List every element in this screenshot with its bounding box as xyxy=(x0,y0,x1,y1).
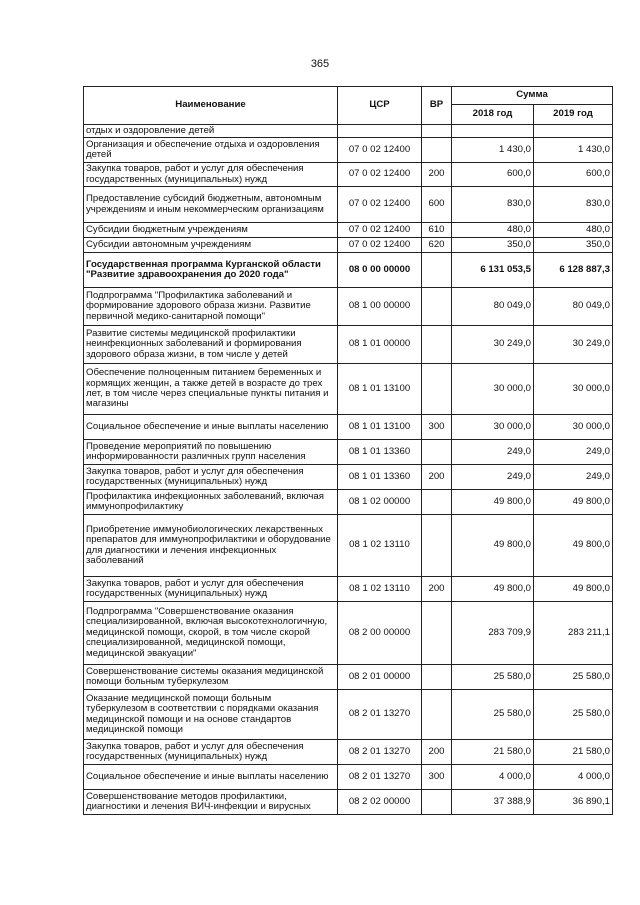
cell-2019: 30 000,0 xyxy=(534,364,613,415)
table-row xyxy=(84,138,613,163)
cell-csr: 08 1 01 13360 xyxy=(338,440,422,465)
cell-2019: 49 800,0 xyxy=(534,577,613,602)
cell-name: Совершенствование системы оказания медицинской помощи больным туберкулезом xyxy=(84,665,338,690)
cell-2018: 49 800,0 xyxy=(452,490,534,515)
cell-name: Подпрограмма "Совершенствование оказания специализированной, включая высокотехнологичную, медицинской помощи, скорой, в том числе скорой специализированной, медицинской помощи, медицинской эвакуации" xyxy=(84,602,338,665)
cell-2019: 49 800,0 xyxy=(534,515,613,577)
cell-2018: 283 709,9 xyxy=(452,602,534,665)
cell-csr: 07 0 02 12400 xyxy=(338,138,422,163)
cell-2019: 21 580,0 xyxy=(534,740,613,765)
cell-csr: 08 2 01 13270 xyxy=(338,690,422,740)
cell-2019: 36 890,1 xyxy=(534,790,613,815)
cell-name: Оказание медицинской помощи больным туберкулезом в соответствии с порядками оказания медицинской помощи и на основе стандартов медицинской помощи xyxy=(84,690,338,740)
header-vr: ВР xyxy=(422,87,452,125)
cell-2019: 25 580,0 xyxy=(534,665,613,690)
cell-2018: 480,0 xyxy=(452,223,534,238)
cell-name: Приобретение иммунобиологических лекарственных препаратов для иммунопрофилактики и оборудование для диагностики и лечения инфекционных заболеваний xyxy=(84,515,338,577)
table-row xyxy=(84,690,613,740)
cell-2019: 30 249,0 xyxy=(534,326,613,364)
table-row xyxy=(84,602,613,665)
table-row xyxy=(84,490,613,515)
cell-2018: 4 000,0 xyxy=(452,765,534,790)
cell-name: Предоставление субсидий бюджетным, автономным учреждениям и иным некоммерческим организациям xyxy=(84,187,338,223)
cell-vr xyxy=(422,326,452,364)
cell-csr: 08 2 01 00000 xyxy=(338,665,422,690)
cell-csr xyxy=(338,125,422,138)
cell-name: Субсидии бюджетным учреждениям xyxy=(84,223,338,238)
cell-2018: 249,0 xyxy=(452,440,534,465)
cell-csr: 08 1 01 13100 xyxy=(338,415,422,440)
cell-vr xyxy=(422,790,452,815)
cell-vr xyxy=(422,515,452,577)
cell-name: Профилактика инфекционных заболеваний, включая иммунопрофилактику xyxy=(84,490,338,515)
page-number: 365 xyxy=(310,58,330,70)
cell-vr: 200 xyxy=(422,465,452,490)
cell-2018: 30 000,0 xyxy=(452,415,534,440)
cell-vr xyxy=(422,490,452,515)
table-row xyxy=(84,665,613,690)
table-row xyxy=(84,765,613,790)
table-row xyxy=(84,415,613,440)
cell-2019: 30 000,0 xyxy=(534,415,613,440)
cell-2018: 350,0 xyxy=(452,238,534,253)
header-csr: ЦСР xyxy=(338,87,422,125)
table-row xyxy=(84,223,613,238)
cell-csr: 07 0 02 12400 xyxy=(338,223,422,238)
table-row xyxy=(84,187,613,223)
cell-2019: 249,0 xyxy=(534,440,613,465)
cell-vr: 200 xyxy=(422,740,452,765)
cell-2019: 480,0 xyxy=(534,223,613,238)
cell-name: Субсидии автономным учреждениям xyxy=(84,238,338,253)
cell-vr xyxy=(422,138,452,163)
table-row xyxy=(84,364,613,415)
cell-csr: 08 1 02 00000 xyxy=(338,490,422,515)
table-row xyxy=(84,288,613,326)
header-2018: 2018 год xyxy=(452,105,534,125)
cell-2018: 37 388,9 xyxy=(452,790,534,815)
cell-2018 xyxy=(452,125,534,138)
cell-csr: 07 0 02 12400 xyxy=(338,238,422,253)
cell-name: Совершенствование методов профилактики, диагностики и лечения ВИЧ-инфекции и вирусных xyxy=(84,790,338,815)
cell-vr: 200 xyxy=(422,577,452,602)
table-row xyxy=(84,577,613,602)
cell-2019 xyxy=(534,125,613,138)
table-row xyxy=(84,238,613,253)
cell-name: Проведение мероприятий по повышению информированности различных групп населения xyxy=(84,440,338,465)
table-row xyxy=(84,326,613,364)
cell-2019: 600,0 xyxy=(534,163,613,187)
table-row xyxy=(84,253,613,288)
cell-vr xyxy=(422,602,452,665)
table-row xyxy=(84,740,613,765)
table-row xyxy=(84,465,613,490)
cell-2019: 1 430,0 xyxy=(534,138,613,163)
table-row xyxy=(84,515,613,577)
cell-csr: 08 1 02 13110 xyxy=(338,515,422,577)
header-2019: 2019 год xyxy=(534,105,613,125)
cell-2018: 600,0 xyxy=(452,163,534,187)
cell-2018: 30 249,0 xyxy=(452,326,534,364)
cell-name: Развитие системы медицинской профилактики неинфекционных заболеваний и формирования здорового образа жизни, в том числе у детей xyxy=(84,326,338,364)
cell-name: Государственная программа Курганской области "Развитие здравоохранения до 2020 года" xyxy=(84,253,338,288)
cell-vr: 300 xyxy=(422,415,452,440)
cell-2019: 4 000,0 xyxy=(534,765,613,790)
table-row xyxy=(84,790,613,815)
table-row xyxy=(84,440,613,465)
cell-2019: 283 211,1 xyxy=(534,602,613,665)
cell-name: Закупка товаров, работ и услуг для обеспечения государственных (муниципальных) нужд xyxy=(84,740,338,765)
cell-2019: 350,0 xyxy=(534,238,613,253)
cell-name: Социальное обеспечение и иные выплаты населению xyxy=(84,765,338,790)
cell-name: Организация и обеспечение отдыха и оздоровления детей xyxy=(84,138,338,163)
cell-2018: 25 580,0 xyxy=(452,665,534,690)
cell-2018: 30 000,0 xyxy=(452,364,534,415)
cell-vr xyxy=(422,665,452,690)
cell-2019: 830,0 xyxy=(534,187,613,223)
header-sum: Сумма xyxy=(452,87,613,105)
cell-vr: 300 xyxy=(422,765,452,790)
cell-2018: 49 800,0 xyxy=(452,577,534,602)
cell-vr xyxy=(422,288,452,326)
cell-2018: 21 580,0 xyxy=(452,740,534,765)
cell-2018: 25 580,0 xyxy=(452,690,534,740)
cell-csr: 08 2 00 00000 xyxy=(338,602,422,665)
cell-csr: 08 1 01 13360 xyxy=(338,465,422,490)
cell-name: Закупка товаров, работ и услуг для обеспечения государственных (муниципальных) нужд xyxy=(84,577,338,602)
cell-2018: 249,0 xyxy=(452,465,534,490)
header-name: Наименование xyxy=(84,87,338,125)
cell-2019: 80 049,0 xyxy=(534,288,613,326)
cell-name: Социальное обеспечение и иные выплаты населению xyxy=(84,415,338,440)
cell-2018: 6 131 053,5 xyxy=(452,253,534,288)
cell-2019: 6 128 887,3 xyxy=(534,253,613,288)
cell-csr: 08 2 01 13270 xyxy=(338,765,422,790)
cell-csr: 08 2 02 00000 xyxy=(338,790,422,815)
cell-name: Закупка товаров, работ и услуг для обеспечения государственных (муниципальных) нужд xyxy=(84,465,338,490)
cell-name: Подпрограмма "Профилактика заболеваний и формирование здорового образа жизни. Развитие первичной медико-санитарной помощи" xyxy=(84,288,338,326)
cell-csr: 08 1 01 00000 xyxy=(338,326,422,364)
cell-vr: 600 xyxy=(422,187,452,223)
cell-csr: 08 2 01 13270 xyxy=(338,740,422,765)
cell-2019: 49 800,0 xyxy=(534,490,613,515)
cell-csr: 08 0 00 00000 xyxy=(338,253,422,288)
cell-vr: 200 xyxy=(422,163,452,187)
cell-csr: 07 0 02 12400 xyxy=(338,163,422,187)
cell-vr: 620 xyxy=(422,238,452,253)
cell-csr: 08 1 02 13110 xyxy=(338,577,422,602)
table-body xyxy=(84,125,613,815)
cell-vr xyxy=(422,364,452,415)
table-row xyxy=(84,163,613,187)
cell-2018: 80 049,0 xyxy=(452,288,534,326)
cell-vr xyxy=(422,125,452,138)
budget-table xyxy=(83,86,613,815)
cell-2019: 249,0 xyxy=(534,465,613,490)
cell-vr xyxy=(422,253,452,288)
cell-csr: 08 1 01 13100 xyxy=(338,364,422,415)
cell-vr: 610 xyxy=(422,223,452,238)
cell-vr xyxy=(422,440,452,465)
cell-2018: 49 800,0 xyxy=(452,515,534,577)
cell-vr xyxy=(422,690,452,740)
cell-name: Обеспечение полноценным питанием беременных и кормящих женщин, а также детей в возрасте до трех лет, в том числе через специальные пункты питания и магазины xyxy=(84,364,338,415)
table-row xyxy=(84,125,613,138)
cell-name: отдых и оздоровление детей xyxy=(84,125,338,138)
cell-name: Закупка товаров, работ и услуг для обеспечения государственных (муниципальных) нужд xyxy=(84,163,338,187)
cell-2018: 1 430,0 xyxy=(452,138,534,163)
cell-2018: 830,0 xyxy=(452,187,534,223)
cell-2019: 25 580,0 xyxy=(534,690,613,740)
cell-csr: 08 1 00 00000 xyxy=(338,288,422,326)
cell-csr: 07 0 02 12400 xyxy=(338,187,422,223)
